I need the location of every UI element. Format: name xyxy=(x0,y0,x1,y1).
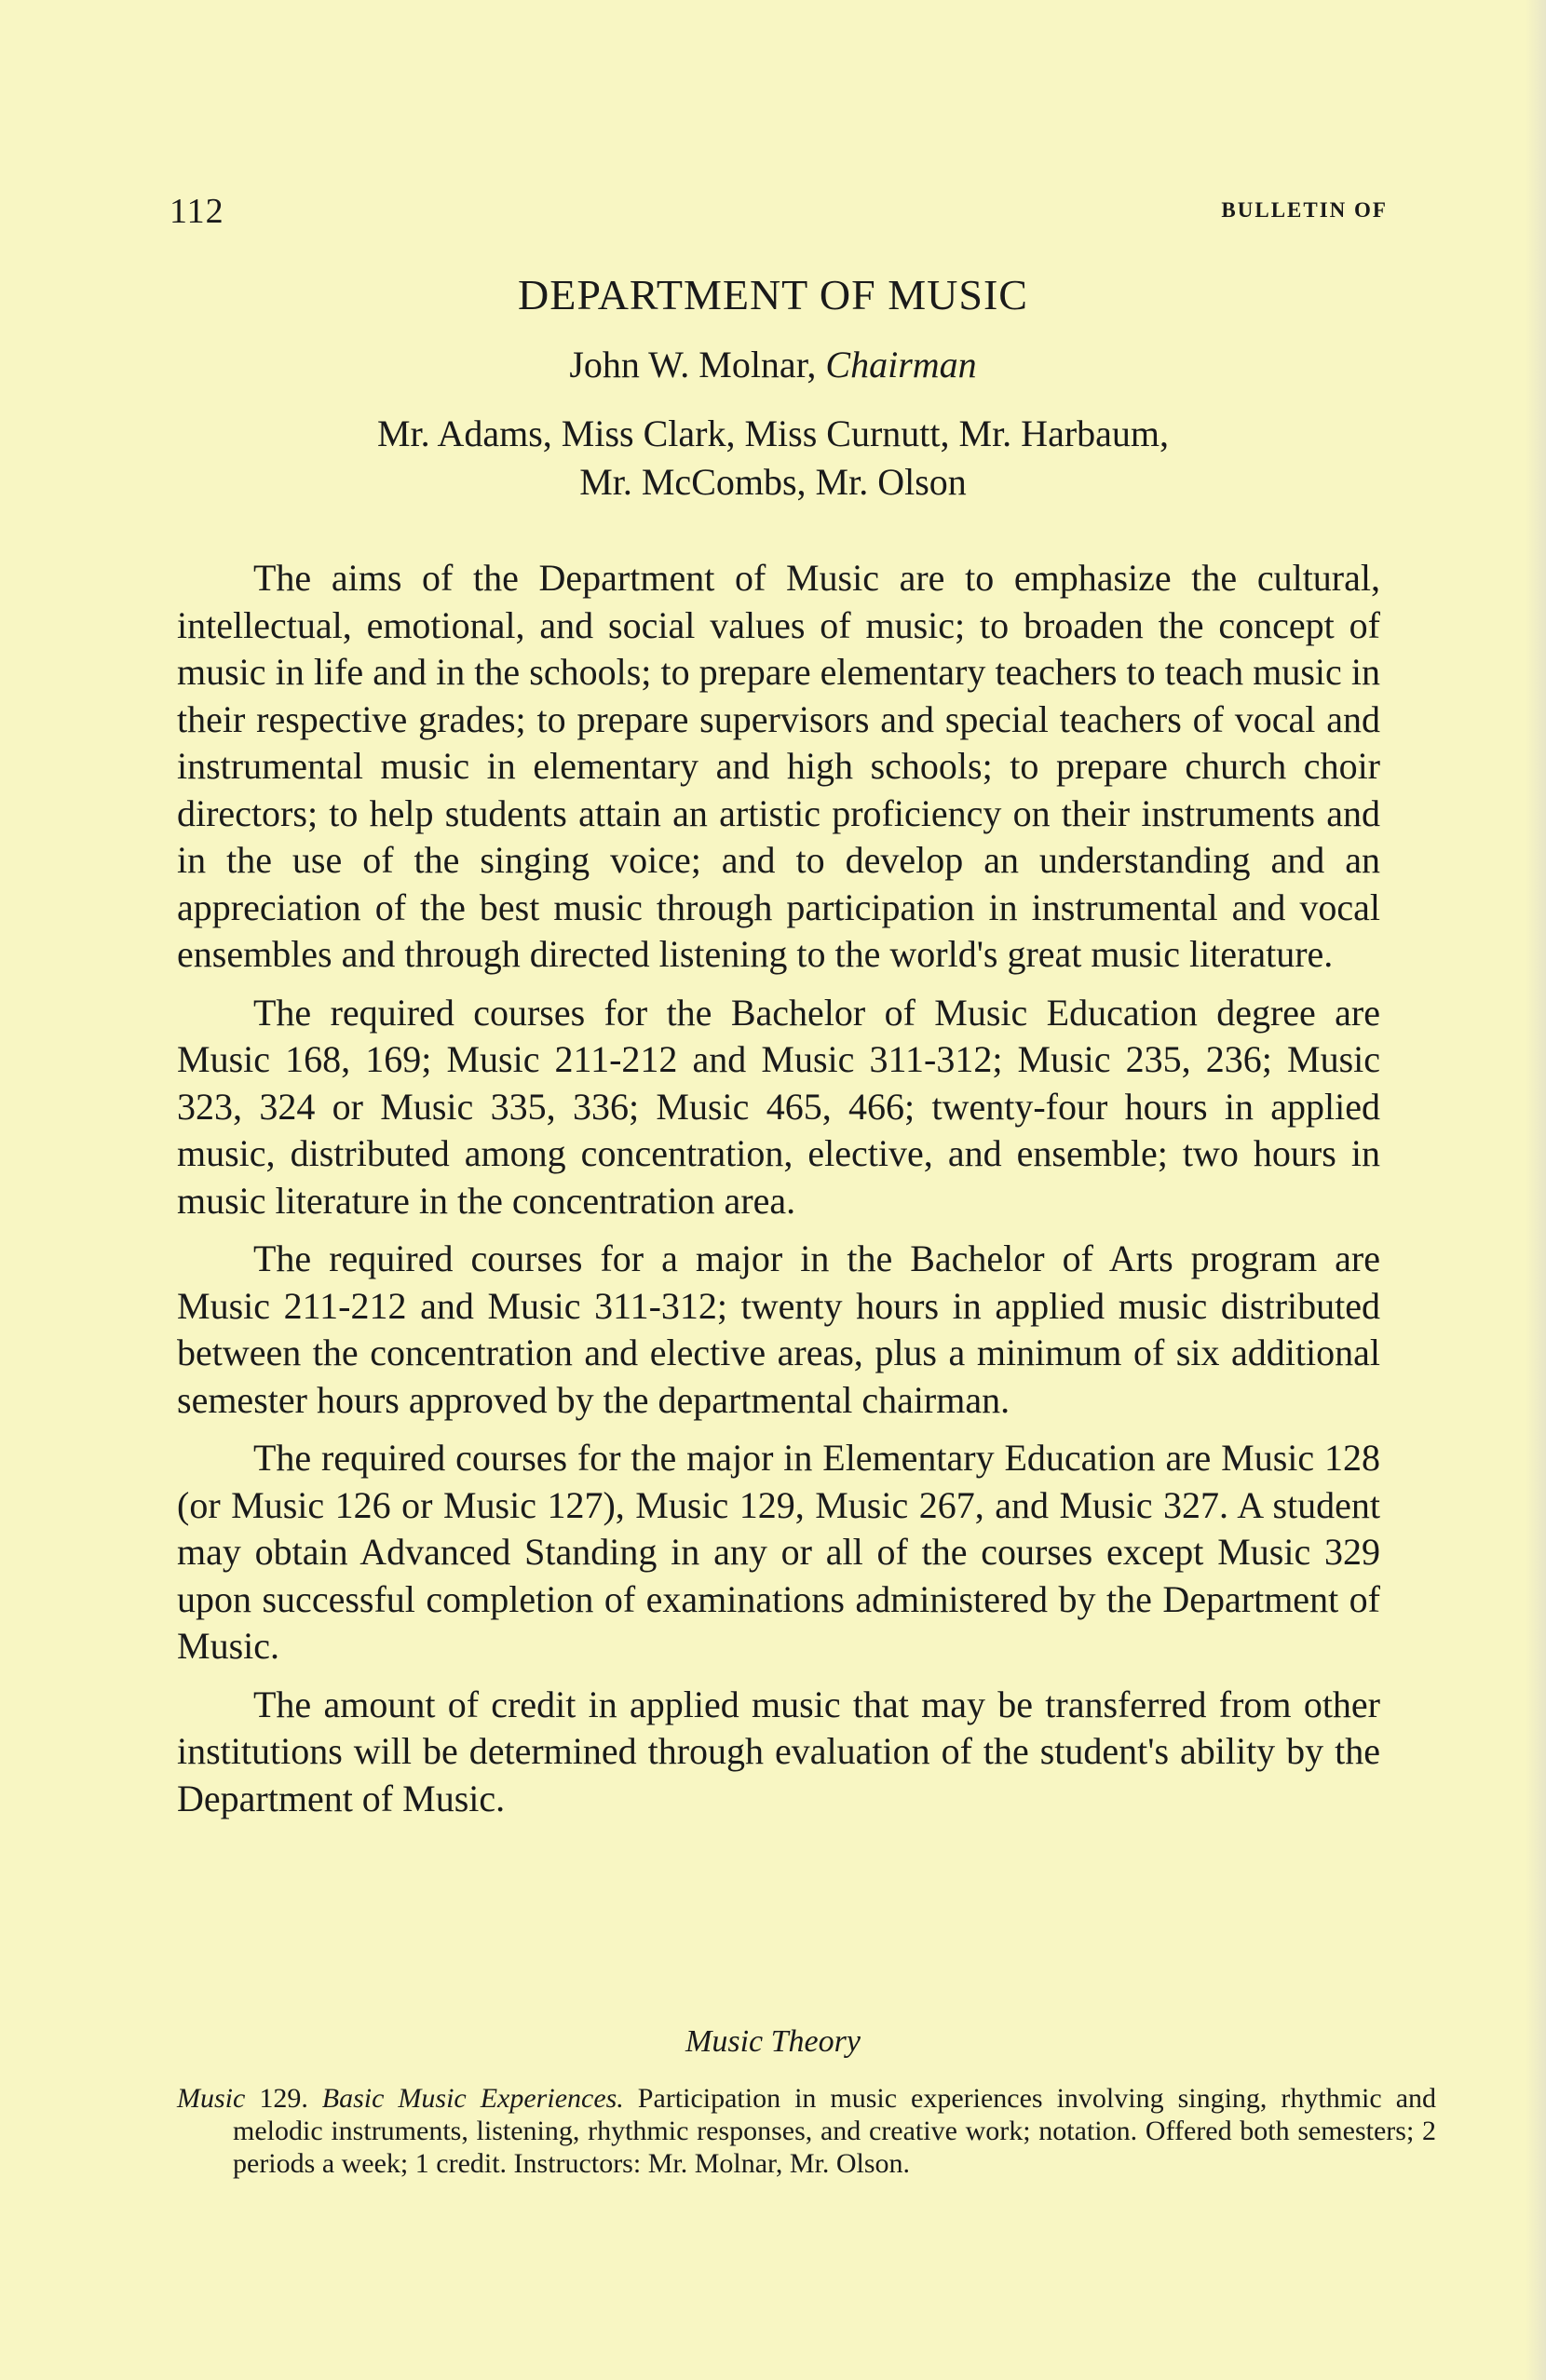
running-title: BULLETIN OF xyxy=(1221,198,1388,222)
course-code-number: 129. xyxy=(259,2083,308,2114)
staff-line-1: Mr. Adams, Miss Clark, Miss Curnutt, Mr. Harbaum, xyxy=(376,412,1170,454)
course-code-prefix: Music xyxy=(177,2083,246,2114)
body-text xyxy=(177,555,1380,1833)
department-title: DEPARTMENT OF MUSIC xyxy=(518,271,1028,318)
course-name: Basic Music Experiences. xyxy=(321,2083,624,2114)
page-edge-shadow xyxy=(1526,0,1546,2380)
chairman-line xyxy=(0,343,1546,386)
paragraph-aims: The aims of the Department of Music are to emphasize the cultural, intellectual, emotional, and social values of music; to broaden the concept of music in life and in the schools; to prepare elementary teachers to teach music in their respective grades; to prepare supervisors and special teachers of vocal and instrumental music in elementary and high schools; to prepare church choir directors; to help students attain an artistic proficiency on their instruments and in the use of the singing voice; and to develop an understanding and an appreciation of the best music through participation in instrumental and vocal ensembles and through directed listening to the world's great music literature. xyxy=(177,557,1380,975)
course-entry xyxy=(177,2082,1436,2180)
staff-list xyxy=(0,410,1546,507)
paragraph-transfer-credit: The amount of credit in applied music that may be transferred from other institutions will be determined through evaluation of the student's ability by the Department of Music. xyxy=(177,1683,1380,1819)
running-head xyxy=(170,191,1388,237)
chairman-role: Chairman xyxy=(825,344,977,385)
paragraph-ba-requirements: The required courses for a major in the Bachelor of Arts program are Music 211-212 and Music 311-312; twenty hours in applied music distributed between the concentration and elective areas, plus a minimum of six additional semester hours approved by the departmental chairman. xyxy=(177,1237,1380,1421)
section-heading: Music Theory xyxy=(685,2024,861,2059)
paragraph-bme-requirements: The required courses for the Bachelor of Music Education degree are Music 168, 169; Music 211-212 and Music 311-312; Music 235, 236; Music 323, 324 or Music 335, 336; Music 465, 466; twenty-four hours in applied music, distributed among concentration, elective, and ensemble; two hours in music literature in the concentration area. xyxy=(177,991,1380,1222)
paragraph-elementary-requirements: The required courses for the major in Elementary Education are Music 128 (or Music 126 or Music 127), Music 129, Music 267, and Music 327. A student may obtain Advanced Standing in any or all of the courses except Music 329 upon successful completion of examinations administered by the Department of Music. xyxy=(177,1437,1380,1667)
course-description: Participation in music experiences involving singing, rhythmic and melodic instruments, listening, rhythmic responses, and creative work; notation. Offered both semesters; 2 periods a week; 1 credit. Instructors: Mr. Molnar, Mr. Olson. xyxy=(233,2083,1437,2179)
chairman-name: John W. Molnar, xyxy=(569,344,817,385)
page-number: 112 xyxy=(170,192,224,231)
staff-line-2: Mr. McCombs, Mr. Olson xyxy=(579,461,967,503)
